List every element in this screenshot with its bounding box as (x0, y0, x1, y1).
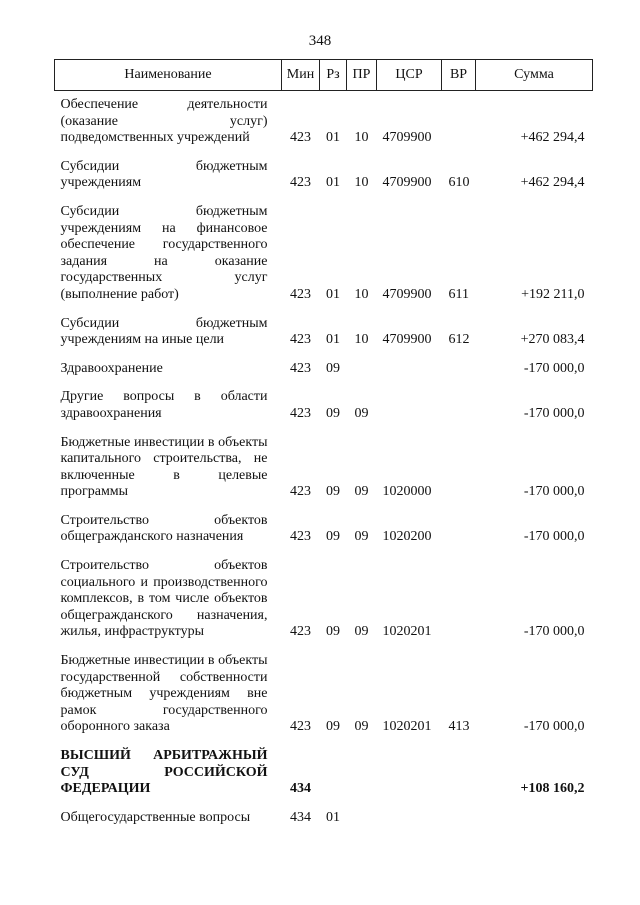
budget-table (54, 59, 593, 838)
table-row (55, 204, 593, 316)
row-vr (442, 435, 476, 513)
row-csr: 4709900 (382, 175, 432, 191)
header-pr: ПР (347, 60, 377, 91)
row-min: 423 (290, 484, 311, 500)
row-rz: 01 (326, 332, 340, 348)
table-row (55, 513, 593, 558)
row-pr: 09 (354, 405, 369, 421)
header-csr: ЦСР (377, 60, 442, 91)
row-csr: 4709900 (382, 130, 432, 146)
header-rz: Рз (320, 60, 347, 91)
row-pr: 10 (354, 130, 369, 146)
row-vr: 612 (448, 332, 470, 348)
row-name: Субсидии бюджетным учреждениям (60, 158, 268, 191)
table-row (55, 435, 593, 513)
row-sum: -170 000,0 (523, 484, 585, 500)
row-vr (442, 91, 476, 159)
row-csr (377, 810, 442, 839)
row-rz: 01 (326, 809, 340, 825)
row-min: 423 (290, 529, 311, 545)
row-min: 423 (290, 405, 311, 421)
row-rz: 09 (326, 624, 340, 640)
row-vr: 611 (448, 286, 469, 302)
row-name: Строительство объектов социального и производственного комплексов, в том числе объектов общегражданского назначения, жилья, инфраструктуры (60, 558, 268, 640)
row-csr (377, 389, 442, 434)
row-name: Обеспечение деятельности (оказание услуг) подведомственных учреждений (60, 97, 268, 146)
row-csr: 1020200 (382, 529, 432, 545)
row-rz: 09 (326, 360, 340, 376)
table-row (55, 810, 593, 839)
row-pr (347, 361, 377, 390)
row-vr: 610 (448, 175, 470, 191)
table-row (55, 91, 593, 159)
row-pr: 09 (354, 484, 369, 500)
row-min: 423 (290, 286, 311, 302)
row-name: ВЫСШИЙ АРБИТРАЖНЫЙ СУД РОССИЙСКОЙ ФЕДЕРАЦИИ (60, 748, 268, 797)
row-sum: -170 000,0 (523, 719, 585, 735)
table-row (55, 389, 593, 434)
table-row (55, 748, 593, 810)
row-pr: 09 (354, 719, 369, 735)
row-vr (442, 810, 476, 839)
row-min: 423 (290, 719, 311, 735)
row-min: 423 (290, 332, 311, 348)
row-csr (377, 748, 442, 810)
row-sum: +270 083,4 (520, 332, 585, 348)
row-sum (476, 810, 593, 839)
row-pr: 09 (354, 624, 369, 640)
row-pr: 09 (354, 529, 369, 545)
table-row (55, 361, 593, 390)
row-min: 423 (290, 624, 311, 640)
row-name: Строительство объектов общегражданского назначения (60, 512, 268, 545)
page-number: 348 (308, 33, 332, 49)
row-rz (320, 748, 347, 810)
row-sum: +192 211,0 (521, 286, 585, 302)
row-rz: 01 (326, 130, 340, 146)
row-vr (442, 558, 476, 653)
row-pr (347, 748, 377, 810)
row-vr (442, 748, 476, 810)
table-row (55, 653, 593, 748)
row-vr: 413 (448, 719, 470, 735)
table-row (55, 159, 593, 204)
row-pr (347, 810, 377, 839)
row-csr: 1020000 (382, 484, 432, 500)
header-min: Мин (282, 60, 320, 91)
row-sum: -170 000,0 (523, 405, 585, 421)
row-sum: +108 160,2 (520, 781, 585, 797)
table-row (55, 316, 593, 361)
row-min: 423 (290, 175, 311, 191)
table-body (55, 91, 593, 839)
row-rz: 09 (326, 484, 340, 500)
row-vr (442, 361, 476, 390)
row-min: 423 (290, 130, 311, 146)
row-min: 434 (290, 781, 311, 797)
row-min: 423 (290, 360, 311, 376)
row-sum: -170 000,0 (523, 529, 585, 545)
row-pr: 10 (354, 175, 369, 191)
row-rz: 01 (326, 286, 340, 302)
row-name: Другие вопросы в области здравоохранения (60, 389, 268, 421)
row-csr (377, 361, 442, 390)
row-name: Субсидии бюджетным учреждениям на иные цели (60, 315, 268, 348)
row-name: Бюджетные инвестиции в объекты государственной собственности бюджетным учреждениям вне рамок государственного оборонного заказа (60, 653, 268, 735)
row-name: Бюджетные инвестиции в объекты капитального строительства, не включенные в целевые программы (60, 434, 268, 500)
row-name: Субсидии бюджетным учреждениям на финансовое обеспечение государственного задания на оказание государственных услуг (выполнение работ) (60, 203, 268, 302)
row-rz: 09 (326, 529, 340, 545)
row-min: 434 (290, 809, 311, 825)
row-sum: -170 000,0 (523, 624, 585, 640)
row-sum: +462 294,4 (520, 130, 585, 146)
header-vr: ВР (442, 60, 476, 91)
row-csr: 4709900 (382, 332, 432, 348)
row-csr: 1020201 (382, 624, 432, 640)
table-header (55, 60, 593, 91)
row-rz: 01 (326, 175, 340, 191)
row-sum: -170 000,0 (523, 360, 585, 376)
row-csr: 4709900 (382, 286, 432, 302)
row-name: Общегосударственные вопросы (60, 809, 251, 825)
header-sum: Сумма (476, 60, 593, 91)
row-csr: 1020201 (382, 719, 432, 735)
row-rz: 09 (326, 405, 340, 421)
row-pr: 10 (354, 332, 369, 348)
row-vr (442, 513, 476, 558)
row-vr (442, 389, 476, 434)
row-rz: 09 (326, 719, 340, 735)
row-sum: +462 294,4 (520, 175, 585, 191)
table-row (55, 558, 593, 653)
row-pr: 10 (354, 286, 369, 302)
header-name: Наименование (55, 60, 282, 91)
row-name: Здравоохранение (60, 360, 163, 376)
